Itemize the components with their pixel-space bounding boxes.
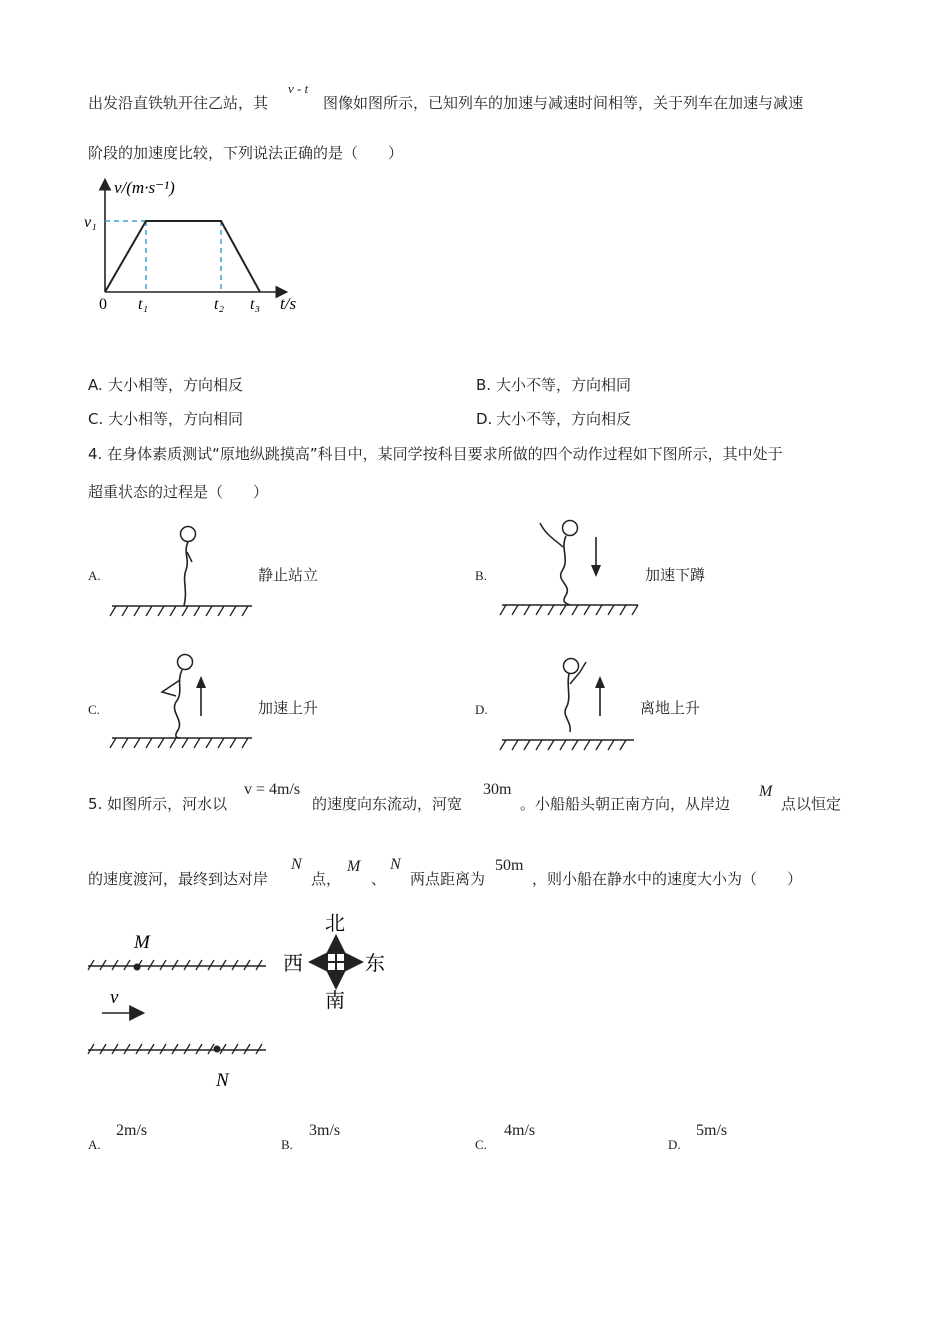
q4-option-a-letter: A. (88, 568, 101, 583)
q5-line2-d: ，则小船在静水中的速度大小为（ ） (532, 870, 803, 888)
vt-graph (80, 175, 320, 320)
point-n-dot (214, 1046, 221, 1053)
q5-line1-b: 的速度向东流动，河宽 (312, 795, 463, 813)
figure-rising (110, 650, 260, 755)
velocity-curve (105, 221, 260, 292)
west-label: 西 (283, 953, 303, 975)
q3-option-a-letter: A. (88, 376, 103, 394)
q4-option-c-caption: 加速上升 (258, 699, 319, 717)
river-diagram (80, 910, 400, 1095)
velocity-expr: v = 4m/s (244, 781, 301, 798)
figure-standing (110, 522, 260, 622)
q3-option-b-text: 大小不等，方向相同 (496, 376, 632, 394)
q4-line1: 4. 在身体素质测试“原地纵跳摸高”科目中，某同学按科目要求所做的四个动作过程如下图所示，其中处于 (88, 445, 783, 463)
t3-label: t₃ (250, 296, 261, 313)
q5-line2-a: 的速度渡河，最终到达对岸 (88, 870, 269, 888)
q3-option-d-text: 大小不等，方向相反 (496, 410, 632, 428)
q4-line2: 超重状态的过程是（ ） (88, 483, 269, 501)
q4-option-d-caption: 离地上升 (640, 699, 701, 717)
figure-squatting (500, 515, 650, 625)
q3-option-c-letter: C. (88, 410, 104, 428)
q5-option-d-value: 5m/s (696, 1122, 728, 1139)
v1-label: v₁ (84, 214, 97, 231)
q3-option-b-letter: B. (476, 376, 492, 394)
q3-line1-b: 图像如图所示，已知列车的加速与减速时间相等，关于列车在加速与减速 (323, 94, 804, 112)
q5-line2-sep: 、 (371, 870, 387, 888)
q5-line1-d: 点以恒定 (781, 795, 842, 813)
n-label: N (216, 1070, 229, 1091)
vt-y-label: v/(m·s⁻¹) (114, 178, 175, 197)
q5-option-a-letter: A. (88, 1137, 101, 1152)
q5-option-a-value: 2m/s (116, 1122, 148, 1139)
point-m-inline-2: M (347, 858, 361, 875)
q3-option-c-text: 大小相等，方向相同 (108, 410, 244, 428)
vt-symbol: v - t (288, 81, 309, 96)
north-label: 北 (325, 913, 345, 935)
q5-line1-c: 。小船船头朝正南方向，从岸边 (520, 795, 731, 813)
point-m-dot (134, 964, 141, 971)
q5-option-b-value: 3m/s (309, 1122, 341, 1139)
point-n-inline-2: N (390, 856, 401, 873)
q3-line1-a: 出发沿直铁轨开往乙站，其 (88, 94, 269, 112)
q3-option-a-text: 大小相等，方向相反 (108, 376, 244, 394)
m-label: M (134, 932, 150, 953)
point-n-inline: N (291, 856, 302, 873)
q4-option-b-caption: 加速下蹲 (645, 566, 706, 584)
q5-option-b-letter: B. (281, 1137, 293, 1152)
q4-option-a-caption: 静止站立 (258, 566, 319, 584)
south-label: 南 (325, 990, 345, 1012)
river-width: 30m (483, 781, 512, 798)
v-label: v (110, 987, 119, 1008)
vt-x-label: t/s (280, 294, 297, 313)
t2-label: t₂ (214, 296, 225, 313)
figure-airborne (500, 650, 650, 755)
t1-label: t₁ (138, 296, 149, 313)
q5-option-c-letter: C. (475, 1137, 487, 1152)
compass-rose (312, 938, 360, 986)
q5-line2-b: 点， (311, 870, 342, 888)
q4-option-b-letter: B. (475, 568, 487, 583)
q4-option-c-letter: C. (88, 702, 100, 717)
q5-line2-c: 两点距离为 (410, 870, 486, 888)
q3-option-d-letter: D. (476, 410, 493, 428)
q4-option-d-letter: D. (475, 702, 488, 717)
q3-line2: 阶段的加速度比较，下列说法正确的是（ ） (88, 144, 404, 162)
q5-line1-a: 5. 如图所示，河水以 (88, 795, 228, 813)
origin-label: 0 (99, 296, 107, 313)
point-m-inline: M (759, 783, 773, 800)
q5-option-d-letter: D. (668, 1137, 681, 1152)
mn-distance: 50m (495, 857, 524, 874)
q5-option-c-value: 4m/s (504, 1122, 536, 1139)
east-label: 东 (365, 953, 385, 975)
